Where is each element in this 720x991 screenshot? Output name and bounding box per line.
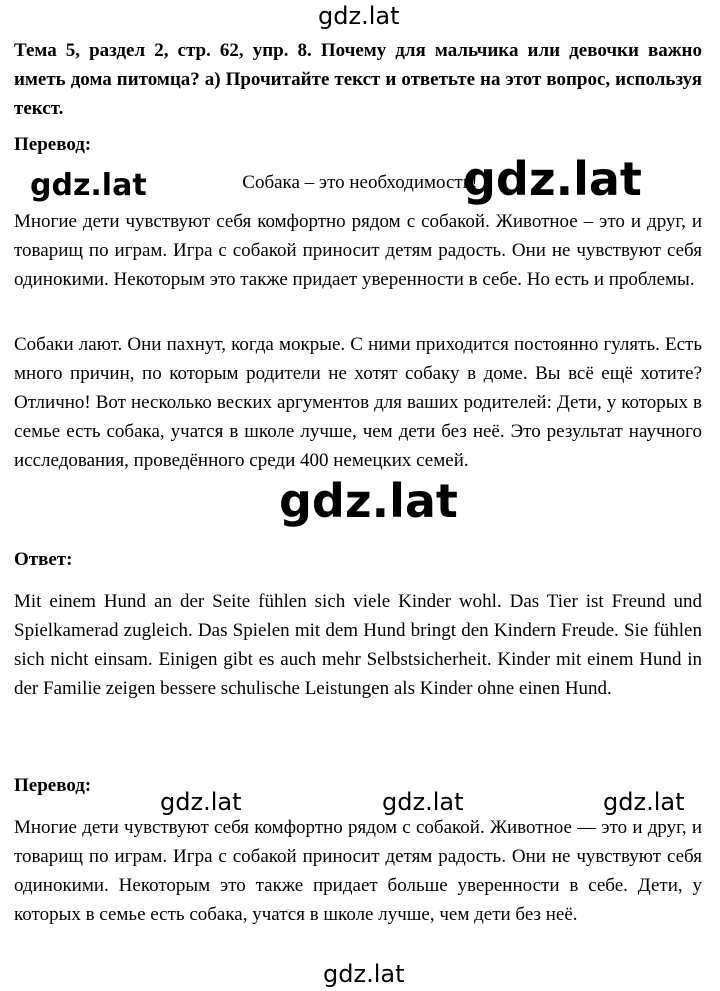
watermark-bottom-left: gdz.lat: [160, 788, 242, 816]
translation-heading-2: Перевод:: [14, 775, 92, 796]
translation-paragraph-2: Собаки лают. Они пахнут, когда мокрые. С ними приходится постоянно гулять. Есть много причин, по которым родители не хотят собаку в доме. Вы всё ещё хотите? Отлично! Вот несколько веских аргументов для ваших родителей: Дети, у которых в семье есть собака, учатся в школе лучше, чем дети без неё. Это результат научного исследования, проведённого среди 400 немецких семей.: [14, 334, 702, 471]
translation-heading-1: Перевод:: [14, 134, 92, 155]
watermark-center: gdz.lat: [279, 474, 458, 528]
text-title: Собака – это необходимость!: [242, 172, 478, 193]
watermark-footer: gdz.lat: [323, 960, 405, 988]
watermark-right: gdz.lat: [463, 152, 642, 206]
answer-paragraph: Mit einem Hund an der Seite fühlen sich viele Kinder wohl. Das Tier ist Freund und Spielkamerad zugleich. Das Spielen mit dem Hund bringt den Kindern Freude. Sie fühlen sich nicht einsam. Einigen gibt es auch mehr Selbstsicherheit. Kinder mit einem Hund in der Familie zeigen bessere schulische Leistungen als Kinder ohne einen Hund.: [14, 591, 702, 699]
watermark-left: gdz.lat: [30, 168, 147, 203]
watermark-bottom-middle: gdz.lat: [382, 788, 464, 816]
watermark-bottom-right: gdz.lat: [603, 788, 685, 816]
answer-heading: Ответ:: [14, 549, 73, 570]
translation-paragraph-3: Многие дети чувствуют себя комфортно рядом с собакой. Животное — это и друг, и товарищ по играм. Игра с собакой приносит детям радость. Они не чувствуют себя одинокими. Некоторым это также придает больше уверенности в себе. Дети, у которых в семье есть собака, учатся в школе лучше, чем дети без неё.: [14, 817, 702, 925]
task-title: Тема 5, раздел 2, стр. 62, упр. 8. Почему для мальчика или девочки важно иметь дома питомца? а) Прочитайте текст и ответьте на этот вопрос, используя текст.: [14, 40, 702, 119]
watermark-top: gdz.lat: [318, 2, 400, 30]
translation-paragraph-1: Многие дети чувствуют себя комфортно рядом с собакой. Животное – это и друг, и товарищ по играм. Игра с собакой приносит детям радость. Они не чувствуют себя одинокими. Некоторым это также придает уверенности в себе. Но есть и проблемы.: [14, 211, 702, 290]
